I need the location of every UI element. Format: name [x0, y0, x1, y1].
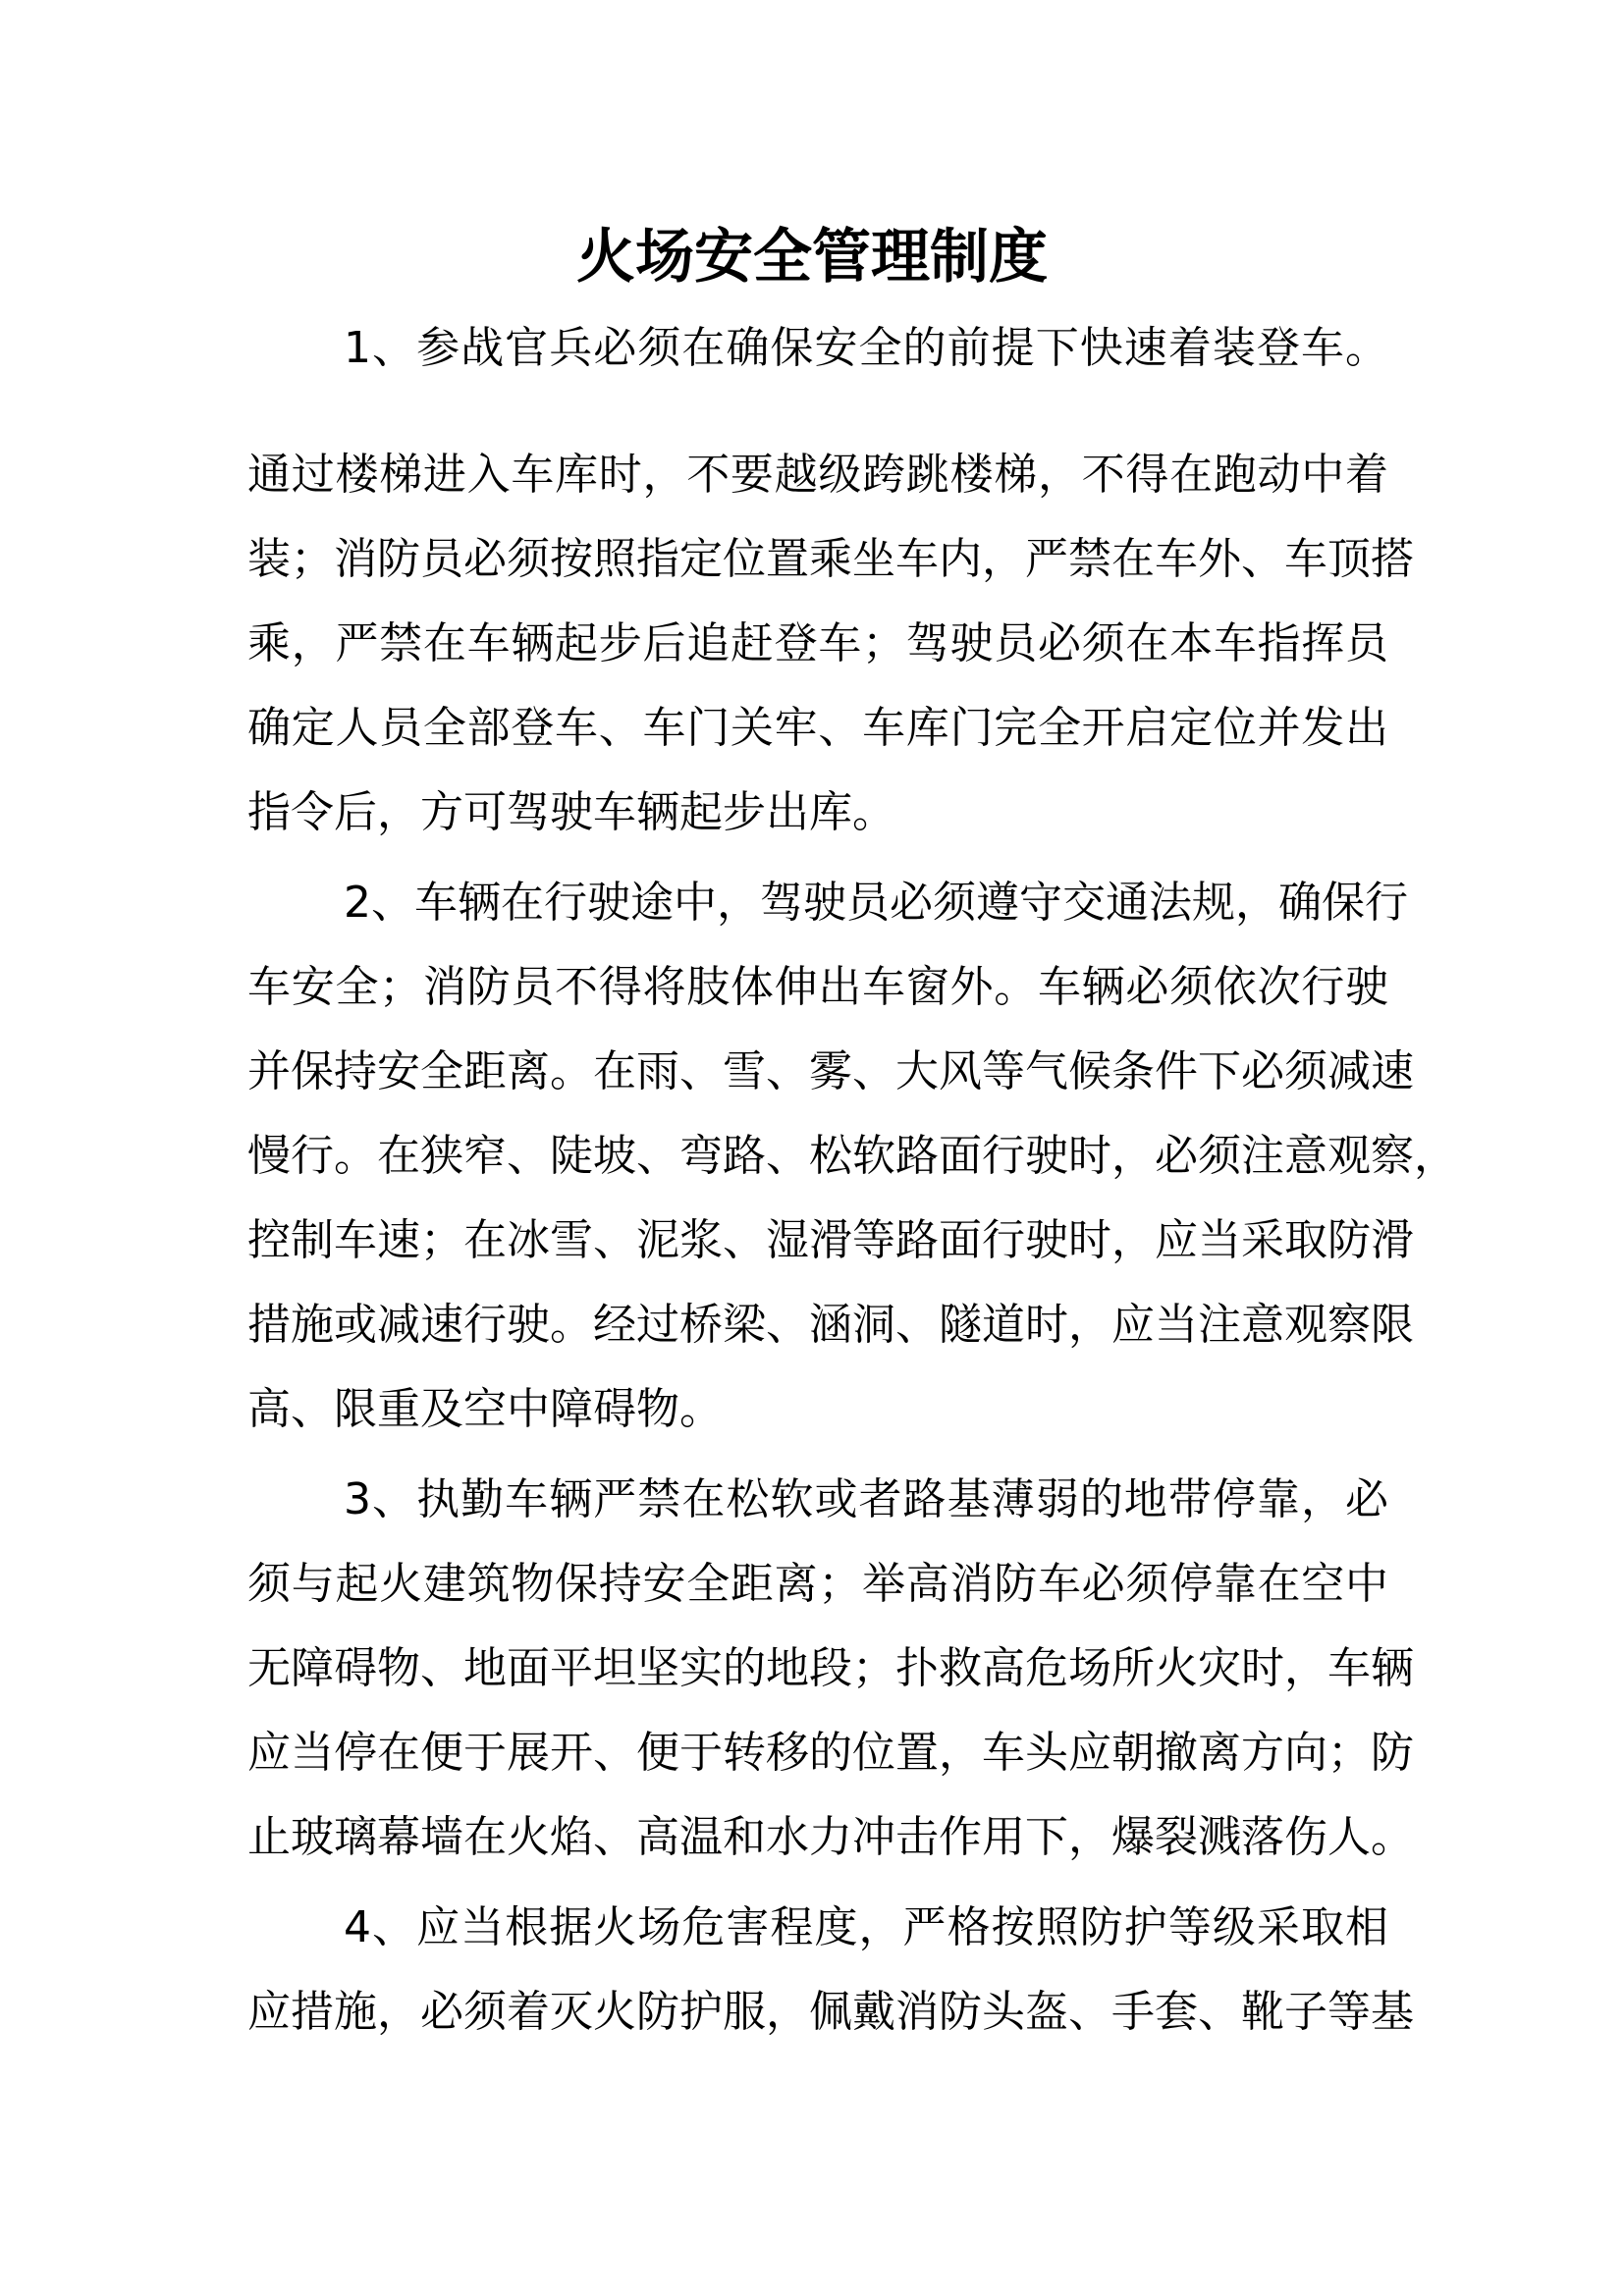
- paragraph-4: [247, 1886, 1414, 2055]
- paragraph-line: 措施或减速行驶。经过桥梁、涵洞、隧道时，应当注意观察限: [247, 1300, 1414, 1350]
- paragraph-line: 通过楼梯进入车库时，不要越级跨跳楼梯，不得在跑动中着: [247, 450, 1388, 500]
- paragraph-line: 无障碍物、地面平坦坚实的地段；扑救高危场所火灾时，车辆: [247, 1643, 1414, 1693]
- paragraph-line: 应当停在便于展开、便于转移的位置，车头应朝撤离方向；防: [247, 1728, 1414, 1778]
- paragraph-line: 慢行。在狭窄、陡坡、弯路、松软路面行驶时，必须注意观察，: [247, 1131, 1457, 1181]
- paragraph-line: 乘，严禁在车辆起步后追赶登车；驾驶员必须在本车指挥员: [247, 618, 1388, 668]
- paragraph-line: 指令后，方可驾驶车辆起步出库。: [247, 787, 895, 837]
- paragraph-line: 控制车速；在冰雪、泥浆、湿滑等路面行驶时，应当采取防滑: [247, 1215, 1414, 1265]
- paragraph-line: 3、执勤车辆严禁在松软或者路基薄弱的地带停靠，必: [344, 1474, 1388, 1524]
- paragraph-line: 2、车辆在行驶途中，驾驶员必须遵守交通法规，确保行: [344, 878, 1408, 928]
- paragraph-1: [247, 306, 1414, 855]
- paragraph-line: 应措施，必须着灭火防护服，佩戴消防头盔、手套、靴子等基: [247, 1987, 1414, 2037]
- paragraph-line: 装；消防员必须按照指定位置乘坐车内，严禁在车外、车顶搭: [247, 534, 1414, 584]
- paragraph-line: 4、应当根据火场危害程度，严格按照防护等级采取相: [344, 1902, 1388, 1952]
- paragraph-line: 车安全；消防员不得将肢体伸出车窗外。车辆必须依次行驶: [247, 962, 1388, 1012]
- paragraph-line: 高、限重及空中障碍物。: [247, 1384, 723, 1434]
- document-title: 火场安全管理制度: [576, 223, 1048, 292]
- paragraph-line: 确定人员全部登车、车门关牢、车库门完全开启定位并发出: [247, 703, 1388, 753]
- paragraph-line: 1、参战官兵必须在确保安全的前提下快速着装登车。: [344, 323, 1388, 373]
- paragraph-3: [247, 1458, 1414, 1880]
- paragraph-line: 并保持安全距离。在雨、雪、雾、大风等气候条件下必须减速: [247, 1046, 1414, 1096]
- document-body: [247, 306, 1457, 2060]
- paragraph-line: 须与起火建筑物保持安全距离；举高消防车必须停靠在空中: [247, 1559, 1388, 1609]
- paragraph-line: 止玻璃幕墙在火焰、高温和水力冲击作用下，爆裂溅落伤人。: [247, 1812, 1414, 1862]
- paragraph-2: [247, 861, 1457, 1452]
